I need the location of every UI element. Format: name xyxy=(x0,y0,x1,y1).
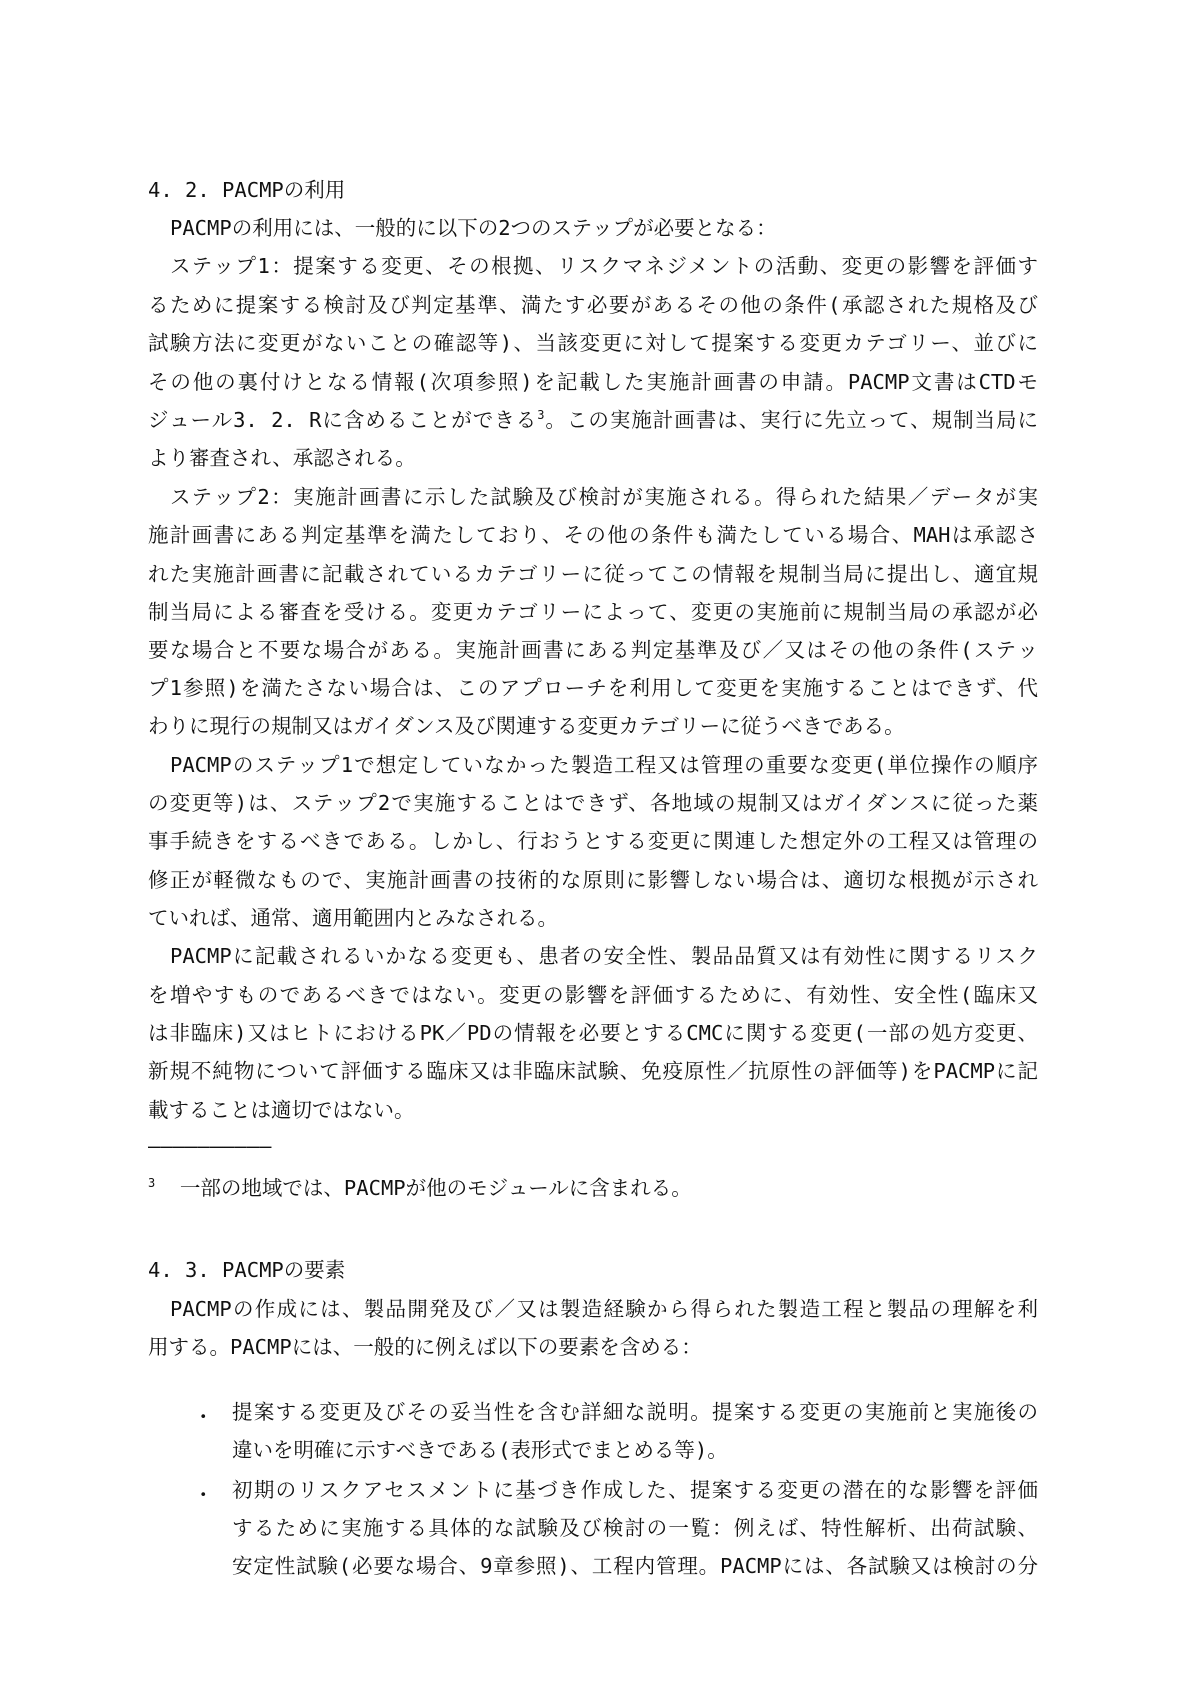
bullet-line: するために実施する具体的な試験及び検討の一覧：例えば、特性解析、出荷試験、 xyxy=(232,1516,1038,1540)
section-heading-4-3: 4. 3. PACMPの要素 xyxy=(148,1258,346,1282)
text-span: ジュール3. 2. Rに含めることができる xyxy=(148,408,538,432)
paragraph-line: れた実施計画書に記載されているカテゴリーに従ってこの情報を規制当局に提出し、適宜規 xyxy=(148,562,1038,586)
paragraph-line: 用する。PACMPには、一般的に例えば以下の要素を含める： xyxy=(148,1335,702,1359)
paragraph-line: るために提案する検討及び判定基準、満たす必要があるその他の条件(承認された規格及び xyxy=(148,293,1038,317)
paragraph-line: より審査され、承認される。 xyxy=(148,446,416,470)
footnote-ref[interactable]: 3 xyxy=(537,408,545,423)
bullet-glyph: ・ xyxy=(193,1405,214,1429)
paragraph-line: わりに現行の規制又はガイダンス及び関連する変更カテゴリーに従うべきである。 xyxy=(148,714,905,738)
footnote-number: 3 xyxy=(148,1176,156,1191)
paragraph-line: ステップ2：実施計画書に示した試験及び検討が実施される。得られた結果／データが実 xyxy=(170,485,1038,509)
paragraph-line: PACMPのステップ1で想定していなかった製造工程又は管理の重要な変更(単位操作の順序 xyxy=(170,753,1038,777)
paragraph-line: その他の裏付けとなる情報(次項参照)を記載した実施計画書の申請。PACMP文書はCTDモ xyxy=(148,370,1038,394)
bullet-line: 違いを明確に示すべきである(表形式でまとめる等)。 xyxy=(232,1438,728,1462)
paragraph-line: PACMPの利用には、一般的に以下の2つのステップが必要となる： xyxy=(170,216,777,240)
bullet-line: 初期のリスクアセスメントに基づき作成した、提案する変更の潜在的な影響を評価 xyxy=(232,1478,1038,1502)
text-span: 。この実施計画書は、実行に先立って、規制当局に xyxy=(544,408,1039,432)
paragraph-line: の変更等)は、ステップ2で実施することはできず、各地域の規制又はガイダンスに従った薬 xyxy=(148,791,1038,815)
paragraph-line: 試験方法に変更がないことの確認等)、当該変更に対して提案する変更カテゴリー、並びに xyxy=(148,331,1038,355)
paragraph-line: 事手続きをするべきである。しかし、行おうとする変更に関連した想定外の工程又は管理の xyxy=(148,829,1038,853)
paragraph-line: プ1参照)を満たさない場合は、このアプローチを利用して変更を実施することはできず、代 xyxy=(148,676,1038,700)
paragraph-line: ていれば、通常、適用範囲内とみなされる。 xyxy=(148,906,558,930)
footnote-separator: ―――――――――― xyxy=(148,1134,272,1158)
bullet-glyph: ・ xyxy=(193,1483,214,1507)
paragraph-line: 要な場合と不要な場合がある。実施計画書にある判定基準及び／又はその他の条件(ステッ xyxy=(148,638,1038,662)
paragraph-line: 修正が軽微なもので、実施計画書の技術的な原則に影響しない場合は、適切な根拠が示され xyxy=(148,868,1038,892)
footnote xyxy=(148,1176,1038,1200)
paragraph-line: 施計画書にある判定基準を満たしており、その他の条件も満たしている場合、MAHは承認さ xyxy=(148,523,1038,547)
paragraph-line: は非臨床)又はヒトにおけるPK／PDの情報を必要とするCMCに関する変更(一部の処方変更、 xyxy=(148,1021,1038,1045)
paragraph-line: を増やすものであるべきではない。変更の影響を評価するために、有効性、安全性(臨床又 xyxy=(148,983,1038,1007)
bullet-line: 提案する変更及びその妥当性を含む詳細な説明。提案する変更の実施前と実施後の xyxy=(232,1400,1038,1424)
section-heading-4-2: 4. 2. PACMPの利用 xyxy=(148,178,346,202)
paragraph-line: 制当局による審査を受ける。変更カテゴリーによって、変更の実施前に規制当局の承認が必 xyxy=(148,600,1038,624)
paragraph-line: 載することは適切ではない。 xyxy=(148,1098,415,1122)
bullet-line: 安定性試験(必要な場合、9章参照)、工程内管理。PACMPには、各試験又は検討の分 xyxy=(232,1554,1038,1578)
paragraph-line xyxy=(148,408,1038,432)
paragraph-line: PACMPの作成には、製品開発及び／又は製造経験から得られた製造工程と製品の理解を利 xyxy=(170,1297,1038,1321)
paragraph-line: PACMPに記載されるいかなる変更も、患者の安全性、製品品質又は有効性に関するリスク xyxy=(170,944,1038,968)
footnote-text: 一部の地域では、PACMPが他のモジュールに含まれる。 xyxy=(179,1176,692,1200)
paragraph-line: 新規不純物について評価する臨床又は非臨床試験、免疫原性／抗原性の評価等)をPACMPに記 xyxy=(148,1059,1038,1083)
paragraph-line: ステップ1：提案する変更、その根拠、リスクマネジメントの活動、変更の影響を評価す xyxy=(170,254,1038,278)
